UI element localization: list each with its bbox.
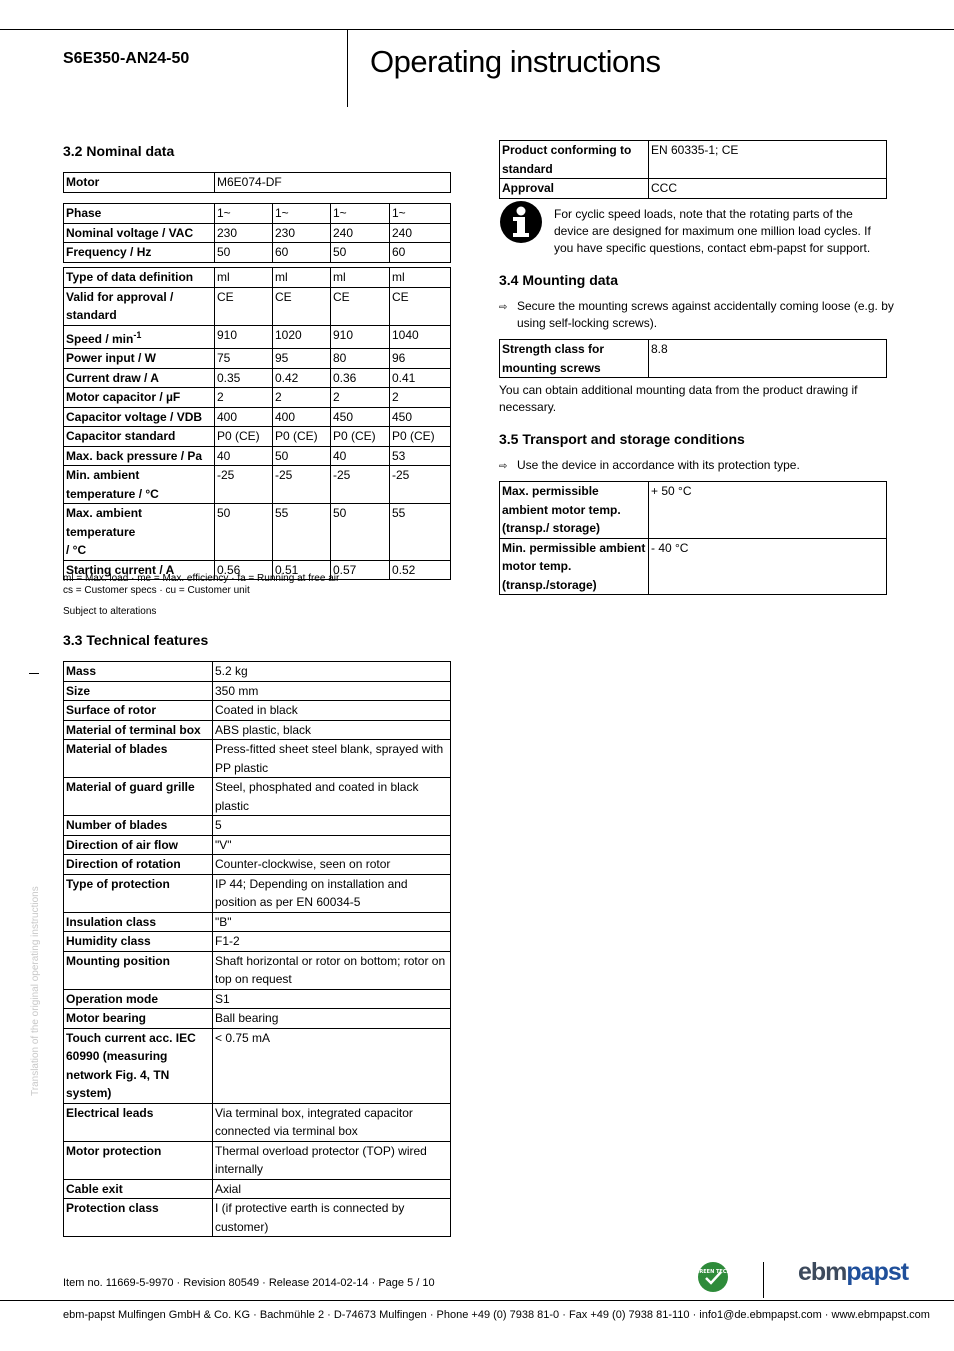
row-label: Max. permissible ambient motor temp. (transp./ storage) bbox=[500, 482, 649, 539]
row-value: 0.56 bbox=[215, 560, 273, 580]
row-value: 40 bbox=[331, 446, 390, 466]
row-label: Min. ambient temperature / °C bbox=[64, 466, 215, 504]
row-value: "V" bbox=[213, 835, 451, 855]
table-row bbox=[64, 287, 451, 325]
row-value: 350 mm bbox=[213, 681, 451, 701]
row-label: Direction of air flow bbox=[64, 835, 213, 855]
row-label: Number of blades bbox=[64, 816, 213, 836]
row-value: ml bbox=[215, 268, 273, 288]
row-label: Material of blades bbox=[64, 740, 213, 778]
row-value: I (if protective earth is connected by customer) bbox=[213, 1199, 451, 1237]
row-value: 230 bbox=[215, 223, 273, 243]
row-value: 0.41 bbox=[390, 368, 451, 388]
table-row bbox=[64, 173, 451, 193]
table-row bbox=[64, 662, 451, 682]
row-value: 2 bbox=[331, 388, 390, 408]
table-row bbox=[64, 268, 451, 288]
row-label: Size bbox=[64, 681, 213, 701]
row-value: P0 (CE) bbox=[273, 427, 331, 447]
row-label: Min. permissible ambient motor temp. (transp./storage) bbox=[500, 538, 649, 595]
transport-bullet: ⇨ Use the device in accordance with its protection type. bbox=[499, 457, 897, 474]
row-label: Operation mode bbox=[64, 989, 213, 1009]
conformity-table bbox=[499, 140, 887, 199]
row-value: P0 (CE) bbox=[390, 427, 451, 447]
side-note: Translation of the original operating instructions bbox=[30, 886, 41, 1096]
row-value: 40 bbox=[215, 446, 273, 466]
legend-line-1: ml = Max. load · me = Max. efficiency · fa = Running at free air bbox=[63, 573, 340, 584]
row-value: - 40 °C bbox=[649, 538, 887, 595]
row-value: P0 (CE) bbox=[215, 427, 273, 447]
row-value: 96 bbox=[390, 349, 451, 369]
row-label: Approval bbox=[500, 179, 649, 199]
row-value: 1020 bbox=[273, 325, 331, 349]
mounting-note: You can obtain additional mounting data from the product drawing if necessary. bbox=[499, 383, 858, 414]
row-label: Motor protection bbox=[64, 1141, 213, 1179]
svg-text:GREEN TECH: GREEN TECH bbox=[697, 1269, 729, 1275]
subject-to-alterations: Subject to alterations bbox=[63, 606, 157, 617]
row-value: 450 bbox=[331, 407, 390, 427]
row-label: Current draw / A bbox=[64, 368, 215, 388]
row-value: 0.36 bbox=[331, 368, 390, 388]
row-value: ml bbox=[331, 268, 390, 288]
row-label: Electrical leads bbox=[64, 1103, 213, 1141]
table-row bbox=[64, 1179, 451, 1199]
model-number: S6E350-AN24-50 bbox=[63, 50, 190, 67]
row-value: Coated in black bbox=[213, 701, 451, 721]
table-row bbox=[64, 1009, 451, 1029]
row-label: Product conforming to standard bbox=[500, 141, 649, 179]
row-value: P0 (CE) bbox=[331, 427, 390, 447]
footer-separator bbox=[763, 1262, 764, 1298]
row-value: 0.51 bbox=[273, 560, 331, 580]
row-label: Capacitor standard bbox=[64, 427, 215, 447]
table-row bbox=[500, 538, 887, 595]
row-value: 1~ bbox=[273, 204, 331, 224]
row-label: Frequency / Hz bbox=[64, 243, 215, 263]
table-row bbox=[64, 778, 451, 816]
table-row bbox=[64, 427, 451, 447]
row-value: 1040 bbox=[390, 325, 451, 349]
row-value: -25 bbox=[390, 466, 451, 504]
row-value: CE bbox=[215, 287, 273, 325]
row-value: ml bbox=[390, 268, 451, 288]
mounting-table bbox=[499, 339, 887, 378]
row-value: Steel, phosphated and coated in black plastic bbox=[213, 778, 451, 816]
row-value: 240 bbox=[331, 223, 390, 243]
row-value: S1 bbox=[213, 989, 451, 1009]
table-row bbox=[64, 951, 451, 989]
row-value: 8.8 bbox=[649, 340, 887, 378]
item-info: Item no. 11669-5-9970 · Revision 80549 · Release 2014-02-14 · Page 5 / 10 bbox=[63, 1277, 435, 1289]
table-row bbox=[64, 325, 451, 349]
row-value: 230 bbox=[273, 223, 331, 243]
row-label: Motor bearing bbox=[64, 1009, 213, 1029]
table-row bbox=[64, 1141, 451, 1179]
arrow-icon: ⇨ bbox=[499, 302, 508, 313]
row-value: 50 bbox=[215, 243, 273, 263]
row-label: Protection class bbox=[64, 1199, 213, 1237]
table-row bbox=[64, 1103, 451, 1141]
row-label: Mass bbox=[64, 662, 213, 682]
row-value: ABS plastic, black bbox=[213, 720, 451, 740]
header-rule bbox=[0, 29, 954, 30]
table-row bbox=[500, 482, 887, 539]
row-value: 0.35 bbox=[215, 368, 273, 388]
table-row bbox=[64, 932, 451, 952]
row-label: Capacitor voltage / VDB bbox=[64, 407, 215, 427]
arrow-icon: ⇨ bbox=[499, 461, 508, 472]
row-value: 240 bbox=[390, 223, 451, 243]
row-label: Nominal voltage / VAC bbox=[64, 223, 215, 243]
transport-table bbox=[499, 481, 887, 595]
row-value: + 50 °C bbox=[649, 482, 887, 539]
row-value: 400 bbox=[273, 407, 331, 427]
section-heading-transport: 3.5 Transport and storage conditions bbox=[499, 431, 745, 447]
table-row bbox=[500, 141, 887, 179]
row-value: IP 44; Depending on installation and position as per EN 60034-5 bbox=[213, 874, 451, 912]
greentech-logo bbox=[697, 1261, 729, 1293]
row-value: 1~ bbox=[331, 204, 390, 224]
row-value: CE bbox=[390, 287, 451, 325]
row-value: -25 bbox=[273, 466, 331, 504]
row-value: M6E074-DF bbox=[215, 173, 451, 193]
nominal-table-data bbox=[63, 267, 451, 580]
section-heading-technical: 3.3 Technical features bbox=[63, 632, 209, 648]
row-value: F1-2 bbox=[213, 932, 451, 952]
table-row bbox=[64, 989, 451, 1009]
row-value: Press-fitted sheet steel blank, sprayed with PP plastic bbox=[213, 740, 451, 778]
row-value: CCC bbox=[649, 179, 887, 199]
row-label: Touch current acc. IEC 60990 (measuring network Fig. 4, TN system) bbox=[64, 1028, 213, 1103]
mounting-bullet: ⇨ Secure the mounting screws against accidentally coming loose (e.g. by using self-locking screws). bbox=[499, 299, 894, 330]
technical-table bbox=[63, 661, 451, 1237]
row-value: 50 bbox=[331, 504, 390, 561]
table-row bbox=[64, 368, 451, 388]
section-heading-nominal: 3.2 Nominal data bbox=[63, 143, 175, 159]
row-label: Max. back pressure / Pa bbox=[64, 446, 215, 466]
row-label: Type of data definition bbox=[64, 268, 215, 288]
section-heading-mounting: 3.4 Mounting data bbox=[499, 272, 618, 288]
row-value: Via terminal box, integrated capacitor connected via terminal box bbox=[213, 1103, 451, 1141]
row-value: 2 bbox=[390, 388, 451, 408]
table-row bbox=[64, 681, 451, 701]
row-label: Humidity class bbox=[64, 932, 213, 952]
row-value: "B" bbox=[213, 912, 451, 932]
row-value: 60 bbox=[390, 243, 451, 263]
row-label: Strength class for mounting screws bbox=[500, 340, 649, 378]
company-address: ebm-papst Mulfingen GmbH & Co. KG · Bachmühle 2 · D-74673 Mulfingen · Phone +49 (0) 7938 81-0 · Fax +49 (0) 7938 81-110 · info1@de.ebmpapst.com · www.ebmpapst.com bbox=[63, 1309, 930, 1321]
ebmpapst-logo: ebmpapst bbox=[798, 1258, 909, 1286]
table-row bbox=[64, 912, 451, 932]
table-row bbox=[64, 1199, 451, 1237]
table-row bbox=[64, 1028, 451, 1103]
row-label: Material of terminal box bbox=[64, 720, 213, 740]
table-row bbox=[64, 720, 451, 740]
row-value: Thermal overload protector (TOP) wired internally bbox=[213, 1141, 451, 1179]
row-label: Phase bbox=[64, 204, 215, 224]
row-value: 50 bbox=[331, 243, 390, 263]
motor-table bbox=[63, 172, 451, 193]
row-value: 55 bbox=[390, 504, 451, 561]
header-separator bbox=[347, 29, 348, 107]
row-value: 53 bbox=[390, 446, 451, 466]
nominal-table-electrical bbox=[63, 203, 451, 263]
row-label: Direction of rotation bbox=[64, 855, 213, 875]
row-label: Max. ambient temperature / °C bbox=[64, 504, 215, 561]
info-text: For cyclic speed loads, note that the rotating parts of the device are designed for maximum one million load cycles. If you have specific questions, contact ebm-papst for support. bbox=[554, 207, 871, 255]
row-value: 2 bbox=[215, 388, 273, 408]
row-value: CE bbox=[331, 287, 390, 325]
row-label: Material of guard grille bbox=[64, 778, 213, 816]
row-value: Ball bearing bbox=[213, 1009, 451, 1029]
table-row bbox=[64, 740, 451, 778]
row-label: Type of protection bbox=[64, 874, 213, 912]
row-value: Shaft horizontal or rotor on bottom; rotor on top on request bbox=[213, 951, 451, 989]
row-value: < 0.75 mA bbox=[213, 1028, 451, 1103]
row-value: 50 bbox=[215, 504, 273, 561]
row-label: Valid for approval / standard bbox=[64, 287, 215, 325]
row-label: Motor bbox=[64, 173, 215, 193]
row-value: 0.57 bbox=[331, 560, 390, 580]
info-icon bbox=[499, 200, 543, 244]
row-value: 80 bbox=[331, 349, 390, 369]
row-value: 5 bbox=[213, 816, 451, 836]
row-value: Counter-clockwise, seen on rotor bbox=[213, 855, 451, 875]
table-row bbox=[64, 835, 451, 855]
row-value: 400 bbox=[215, 407, 273, 427]
row-value: 910 bbox=[215, 325, 273, 349]
row-value: 2 bbox=[273, 388, 331, 408]
row-value: 60 bbox=[273, 243, 331, 263]
table-row bbox=[64, 701, 451, 721]
table-row bbox=[64, 407, 451, 427]
row-value: EN 60335-1; CE bbox=[649, 141, 887, 179]
row-value: -25 bbox=[215, 466, 273, 504]
table-row bbox=[64, 243, 451, 263]
row-value: Axial bbox=[213, 1179, 451, 1199]
row-value: 95 bbox=[273, 349, 331, 369]
row-value: 5.2 kg bbox=[213, 662, 451, 682]
row-value: 1~ bbox=[390, 204, 451, 224]
row-value: CE bbox=[273, 287, 331, 325]
margin-tick bbox=[29, 673, 39, 674]
table-row bbox=[64, 223, 451, 243]
table-row bbox=[64, 466, 451, 504]
row-value: 0.52 bbox=[390, 560, 451, 580]
table-row bbox=[500, 179, 887, 199]
row-label: Power input / W bbox=[64, 349, 215, 369]
row-value: 910 bbox=[331, 325, 390, 349]
table-row bbox=[64, 204, 451, 224]
page-title: Operating instructions bbox=[370, 44, 661, 79]
legend-line-2: cs = Customer specs · cu = Customer unit bbox=[63, 585, 250, 596]
row-value: -25 bbox=[331, 466, 390, 504]
table-row bbox=[64, 855, 451, 875]
row-label: Speed / $\min^{-1}$ bbox=[64, 325, 215, 349]
row-label: Surface of rotor bbox=[64, 701, 213, 721]
row-value: 450 bbox=[390, 407, 451, 427]
table-row bbox=[64, 504, 451, 561]
row-value: 0.42 bbox=[273, 368, 331, 388]
row-label: Mounting position bbox=[64, 951, 213, 989]
row-label: Cable exit bbox=[64, 1179, 213, 1199]
row-label: Motor capacitor / µF bbox=[64, 388, 215, 408]
row-label: Insulation class bbox=[64, 912, 213, 932]
footer-rule bbox=[0, 1300, 954, 1301]
table-row bbox=[64, 349, 451, 369]
table-row bbox=[500, 340, 887, 378]
table-row bbox=[64, 446, 451, 466]
row-value: 50 bbox=[273, 446, 331, 466]
row-value: 1~ bbox=[215, 204, 273, 224]
row-label: Starting current / A bbox=[64, 560, 215, 580]
row-value: 75 bbox=[215, 349, 273, 369]
table-row bbox=[64, 388, 451, 408]
table-row bbox=[64, 874, 451, 912]
row-value: 55 bbox=[273, 504, 331, 561]
row-value: ml bbox=[273, 268, 331, 288]
table-row bbox=[64, 816, 451, 836]
